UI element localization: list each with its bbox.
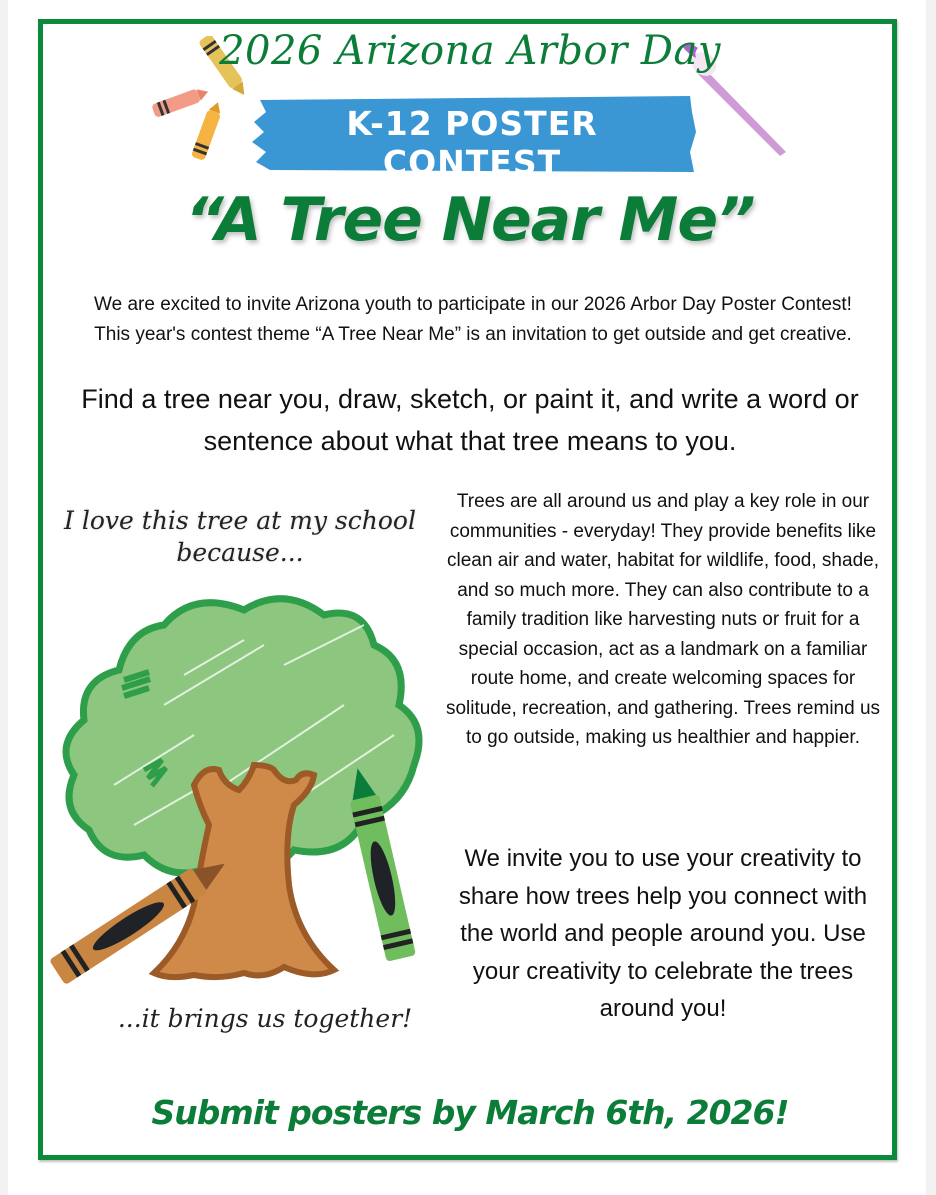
contest-label: K-12 POSTER CONTEST bbox=[346, 104, 598, 182]
caption-top: I love this tree at my school because... bbox=[64, 506, 416, 567]
crayon-pink-icon bbox=[151, 85, 210, 118]
invite-paragraph: We invite you to use your creativity to share how trees help you connect with the world and people around you. Use your creativity to celebrate the trees around you! bbox=[458, 845, 868, 1022]
caption-bottom: ...it brings us together! bbox=[117, 1004, 413, 1033]
callout-instruction: Find a tree near you, draw, sketch, or paint it, and write a word or sentence about what that tree means to you. bbox=[81, 384, 859, 456]
crayon-orange-icon bbox=[191, 100, 225, 161]
event-title: 2026 Arizona Arbor Day bbox=[219, 28, 721, 74]
benefits-paragraph: Trees are all around us and play a key role in our communities - everyday! They provide benefits like clean air and water, habitat for wildlife, food, shade, and so much more. They can also contribute to a family tradition like harvesting nuts or fruit for a special occasion, act as a landmark on a familiar route home, and create welcoming spaces for solitude, recreation, and gathering. Trees remind us to go outside, making us healthier and happier. bbox=[445, 491, 881, 748]
deadline-banner: Submit posters by March 6th, 2026! bbox=[151, 1093, 789, 1132]
tree-illustration bbox=[44, 585, 440, 1000]
intro-paragraph: We are excited to invite Arizona youth to participate in our 2026 Arbor Day Poster Contest! This year's contest theme “A Tree Near Me” is an invitation to get outside and get creative. bbox=[94, 294, 852, 345]
theme-title: “A Tree Near Me” bbox=[185, 185, 755, 255]
